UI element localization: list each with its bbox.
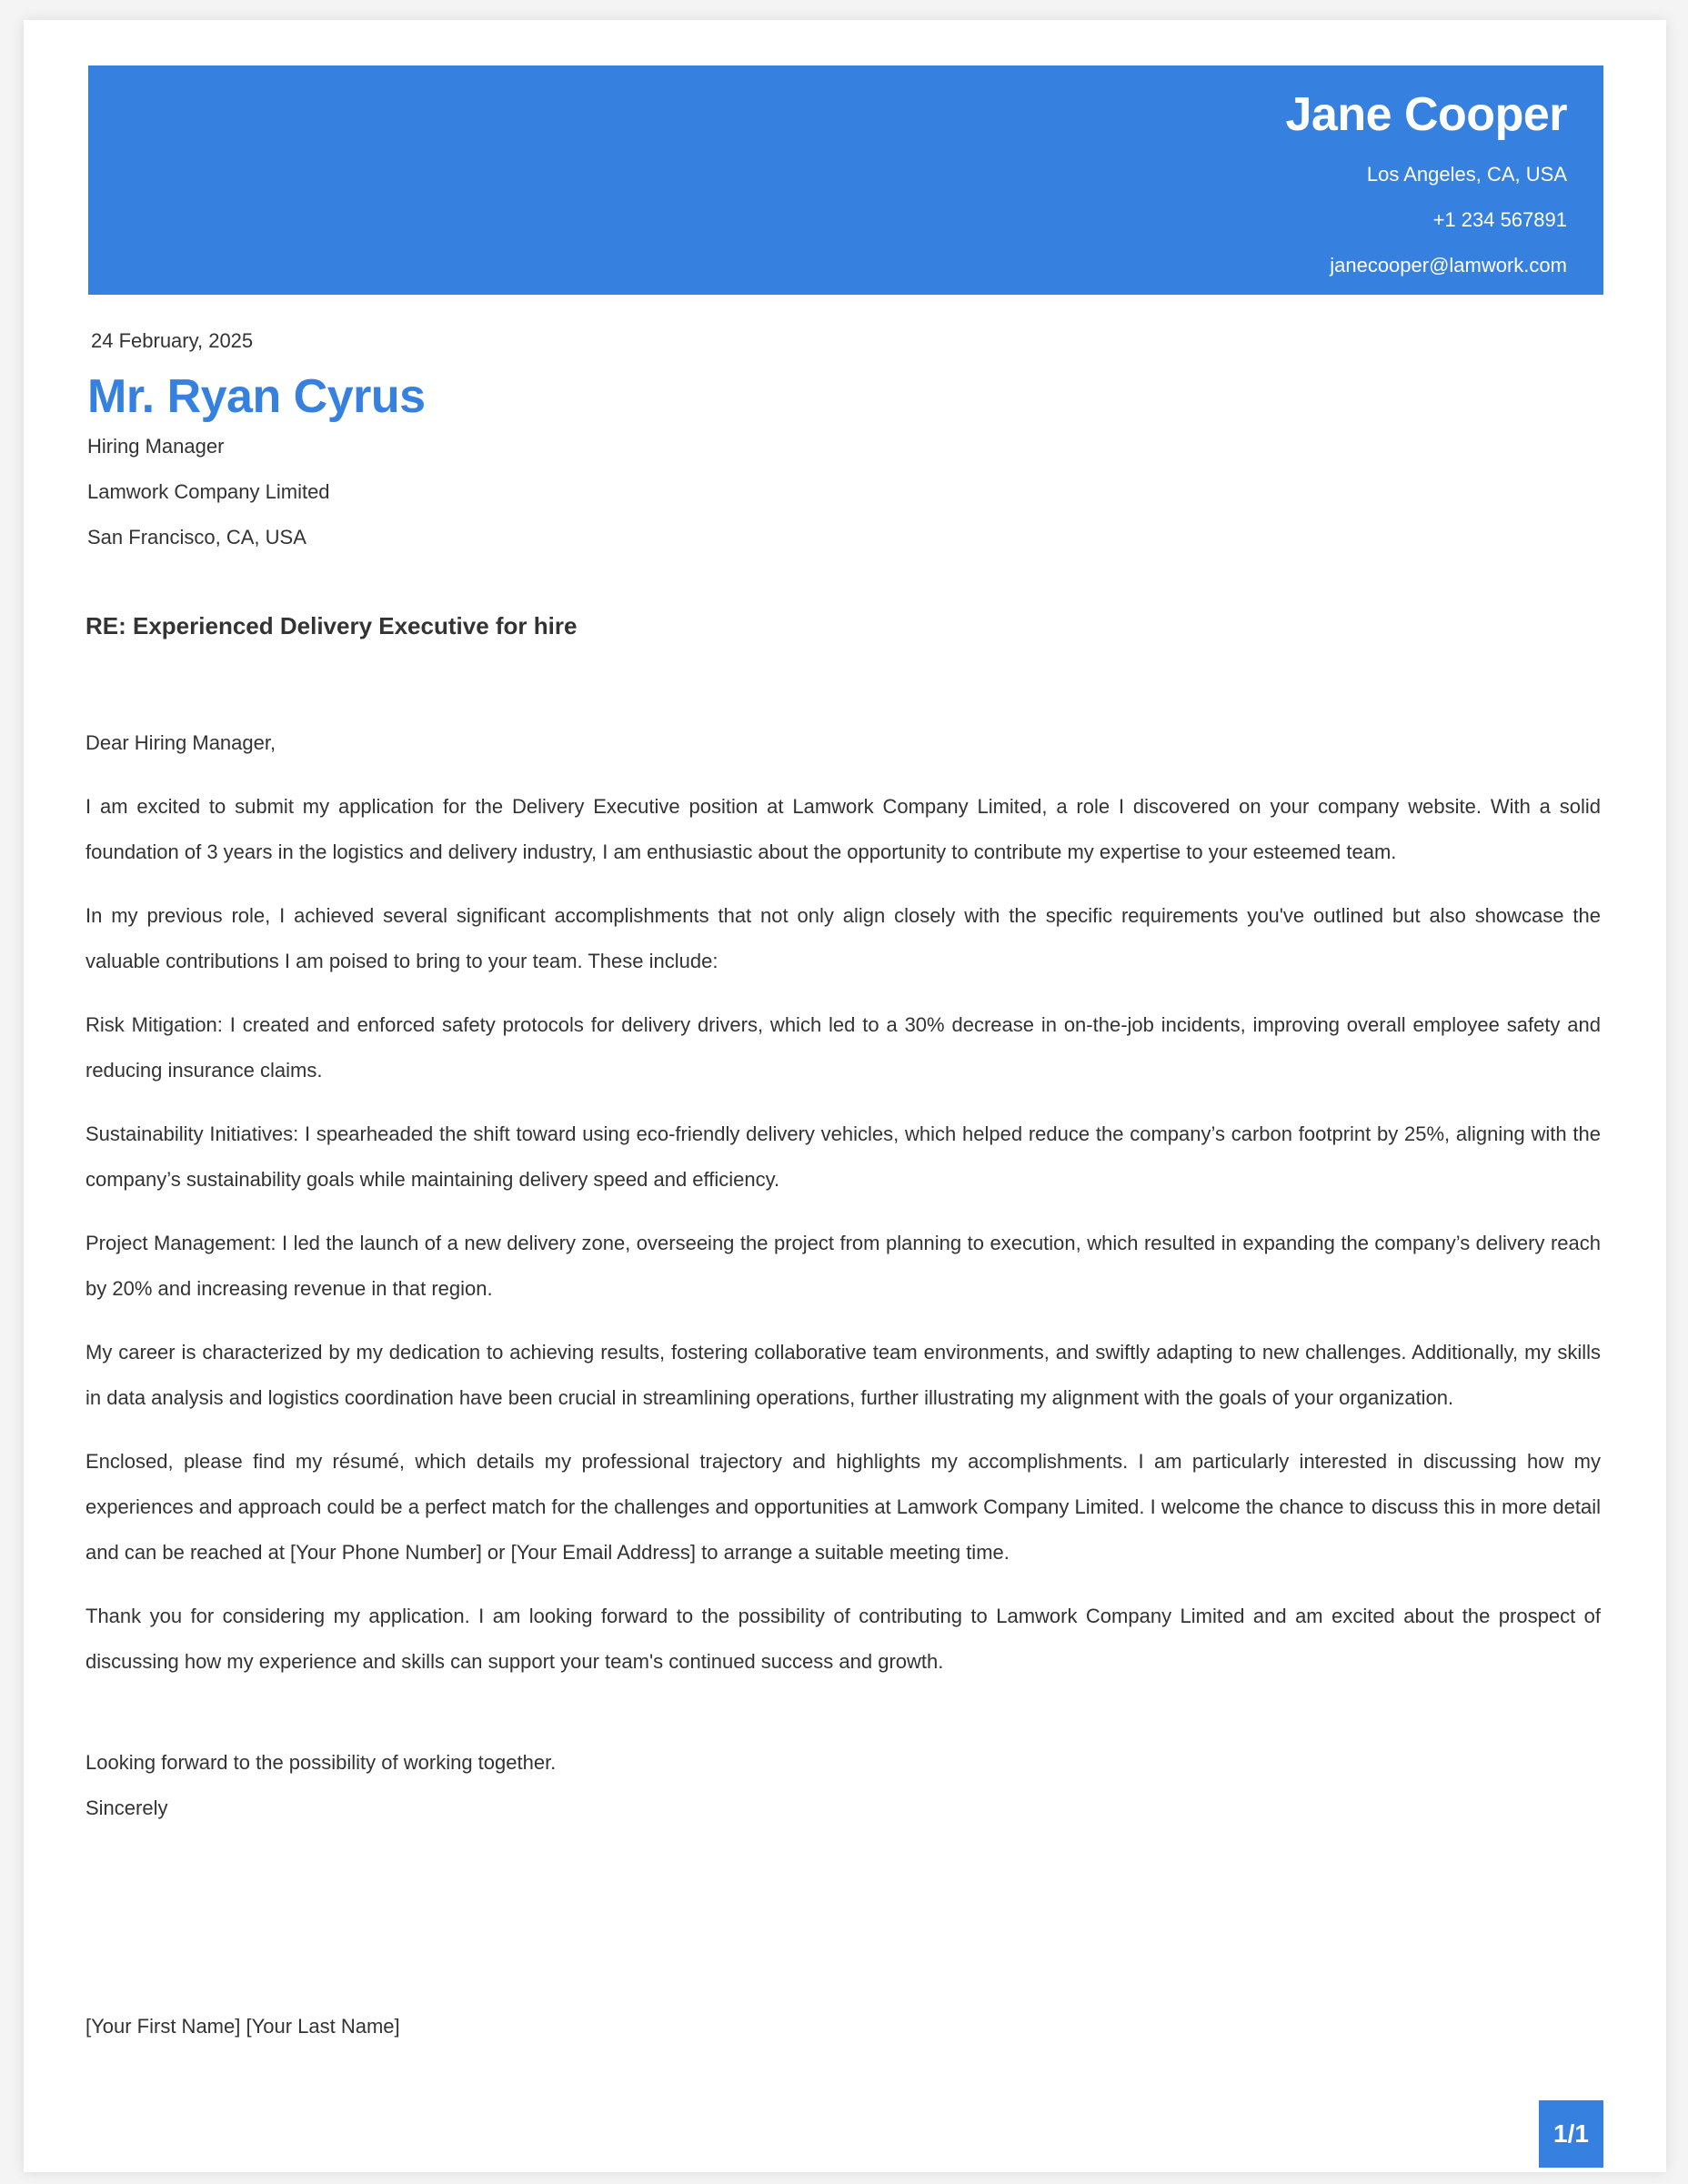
body-paragraph: Risk Mitigation: I created and enforced safety protocols for delivery drivers, which led to a 30% decrease in on-the-job incidents, improving overall employee safety and reducing insurance claims.: [85, 1013, 1601, 1082]
recipient-name: Mr. Ryan Cyrus: [87, 370, 426, 423]
body-paragraph: Thank you for considering my application. I am looking forward to the possibility of contributing to Lamwork Company Limited and am excited about the prospect of discussing how my experience and skills can support your team's continued success and growth.: [85, 1605, 1601, 1673]
letter-date: 24 February, 2025: [91, 329, 254, 352]
body-paragraph: I am excited to submit my application for the Delivery Executive position at Lamwork Company Limited, a role I discovered on your company website. With a solid foundation of 3 years in the logistics and delivery industry, I am enthusiastic about the opportunity to contribute my expertise to your esteemed team.: [85, 795, 1601, 863]
body-paragraph: Project Management: I led the launch of a new delivery zone, overseeing the project from planning to execution, which resulted in expanding the company’s delivery reach by 20% and increasing revenue in that region.: [85, 1232, 1601, 1300]
sender-email: janecooper@lamwork.com: [1330, 254, 1567, 277]
salutation: Dear Hiring Manager,: [85, 731, 276, 754]
body-paragraph: In my previous role, I achieved several significant accomplishments that not only align closely with the specific requirements you've outlined but also showcase the valuable contributions I am poised to bring to your team. These include:: [85, 904, 1601, 972]
header-band: [88, 65, 1603, 295]
recipient-company: Lamwork Company Limited: [87, 480, 330, 503]
page-indicator: 1/1: [1539, 2100, 1603, 2168]
closing-valediction: Sincerely: [85, 1797, 168, 1819]
letter-body: [85, 720, 1601, 1703]
sender-name: Jane Cooper: [1285, 88, 1567, 141]
sender-location: Los Angeles, CA, USA: [1366, 163, 1567, 186]
body-paragraph: Enclosed, please find my résumé, which details my professional trajectory and highlights my accomplishments. I am particularly interested in discussing how my experiences and approach could be a perfect match for the challenges and opportunities at Lamwork Company Limited. I welcome the chance to discuss this in more detail and can be reached at [Your Phone Number] or [Your Email Address] to arrange a suitable meeting time.: [85, 1450, 1601, 1564]
sender-phone: +1 234 567891: [1432, 208, 1567, 231]
signature-name: [Your First Name] [Your Last Name]: [85, 2015, 400, 2038]
closing-line: Looking forward to the possibility of working together.: [85, 1751, 557, 1774]
recipient-title: Hiring Manager: [87, 435, 225, 458]
letter-page: [24, 20, 1666, 2172]
closing-block: [85, 1740, 556, 1831]
body-paragraph: Sustainability Initiatives: I spearheaded the shift toward using eco-friendly delivery vehicles, which helped reduce the company’s carbon footprint by 25%, aligning with the company’s sustainability goals while maintaining delivery speed and efficiency.: [85, 1122, 1601, 1191]
subject-line: RE: Experienced Delivery Executive for hire: [85, 612, 578, 639]
body-paragraph: My career is characterized by my dedication to achieving results, fostering collaborative team environments, and swiftly adapting to new challenges. Additionally, my skills in data analysis and logistics coordination have been crucial in streamlining operations, further illustrating my alignment with the goals of your organization.: [85, 1341, 1601, 1409]
recipient-address: San Francisco, CA, USA: [87, 526, 306, 549]
